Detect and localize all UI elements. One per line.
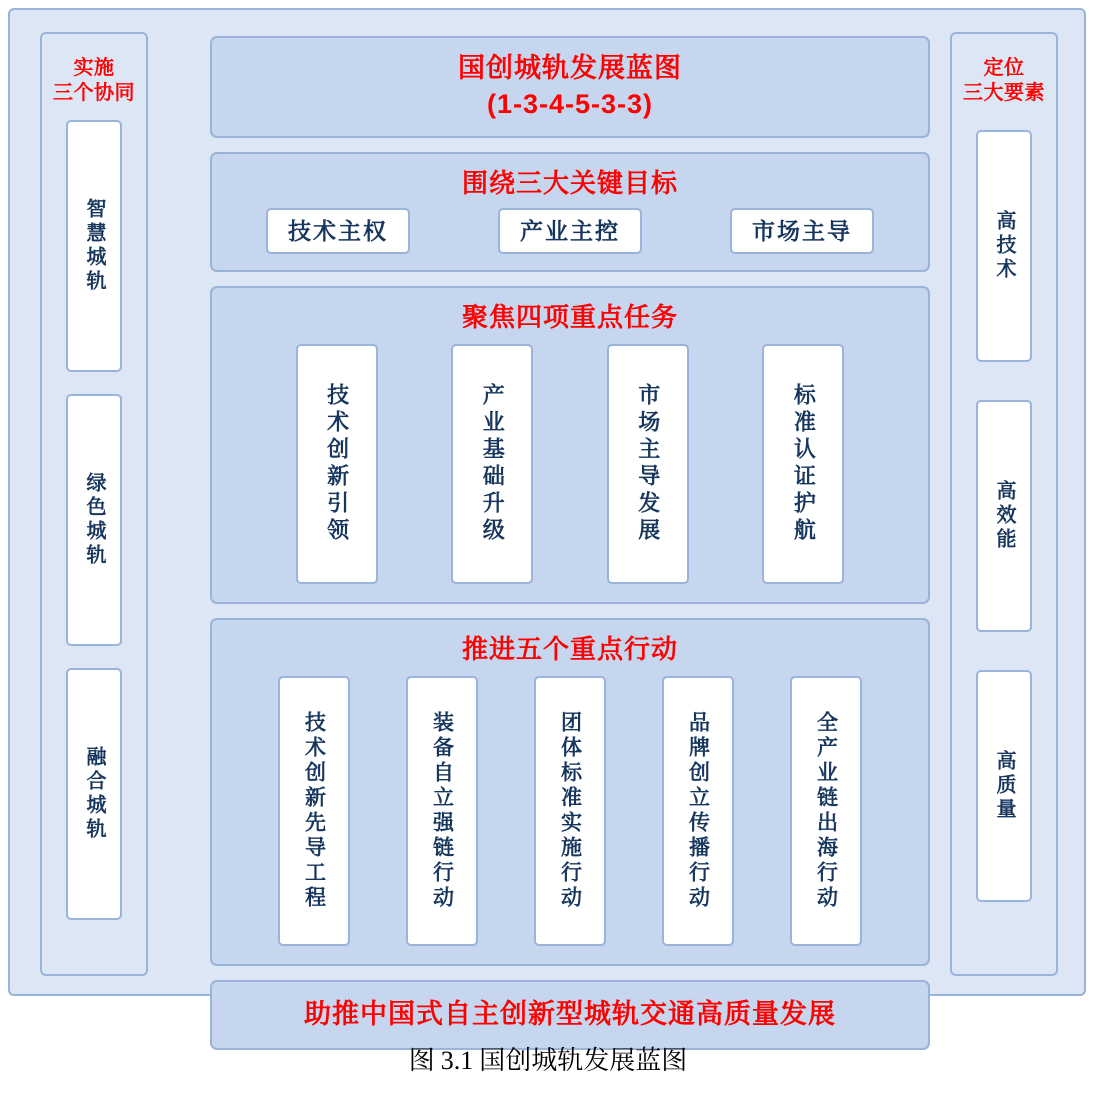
task-market-led-development[interactable]: 市场主导发展 (607, 344, 689, 584)
right-column-items (952, 130, 1056, 902)
goal-market-leadership[interactable]: 市场主导 (730, 208, 874, 254)
action-technology-innovation-pilot-project[interactable]: 技术创新先导工程 (278, 676, 350, 946)
left-column-title (53, 56, 135, 106)
right-column-position-three-elements (950, 32, 1058, 976)
action-brand-creation-communication[interactable]: 品牌创立传播行动 (662, 676, 734, 946)
goals-title: 围绕三大关键目标 (461, 168, 678, 198)
blueprint-title-line2: (1-3-4-5-3-3) (486, 89, 654, 119)
left-column-title-line1: 实施 (73, 57, 115, 79)
caption-prefix: 图 (408, 1046, 435, 1075)
right-column-title-line1: 定位 (983, 57, 1025, 79)
panel-blueprint (210, 36, 930, 138)
task-technology-innovation-lead[interactable]: 技术创新引领 (296, 344, 378, 584)
footer-title: 助推中国式自主创新型城轨交通高质量发展 (304, 999, 836, 1029)
panel-four-key-tasks (210, 286, 930, 604)
actions-row (222, 676, 918, 946)
task-standards-certification-escort[interactable]: 标准认证护航 (762, 344, 844, 584)
goal-industry-control[interactable]: 产业主控 (498, 208, 642, 254)
tasks-row (222, 344, 918, 584)
goals-row (222, 208, 918, 254)
blueprint-title (222, 50, 918, 122)
actions-title: 推进五个重点行动 (461, 634, 678, 664)
right-item-high-efficiency[interactable]: 高效能 (976, 400, 1032, 632)
right-column-title-line2: 三大要素 (963, 82, 1045, 104)
right-column-title (963, 56, 1045, 106)
tasks-title: 聚焦四项重点任务 (461, 302, 678, 332)
panel-five-key-actions (210, 618, 930, 966)
caption-text: 国创城轨发展蓝图 (479, 1046, 688, 1075)
left-item-integrated-rail[interactable]: 融合城轨 (66, 668, 122, 920)
left-item-smart-rail[interactable]: 智慧城轨 (66, 120, 122, 372)
action-whole-chain-going-global[interactable]: 全产业链出海行动 (790, 676, 862, 946)
action-equipment-self-reliance-chain[interactable]: 装备自立强链行动 (406, 676, 478, 946)
goal-technology-sovereignty[interactable]: 技术主权 (266, 208, 410, 254)
figure-caption (0, 1040, 1096, 1077)
left-column-items (42, 120, 146, 920)
caption-number: 3.1 (440, 1046, 474, 1075)
left-item-green-rail[interactable]: 绿色城轨 (66, 394, 122, 646)
center-column (210, 36, 930, 1050)
right-item-high-technology[interactable]: 高技术 (976, 130, 1032, 362)
left-column-title-line2: 三个协同 (53, 82, 135, 104)
blueprint-title-line1: 国创城轨发展蓝图 (458, 53, 682, 83)
right-item-high-quality[interactable]: 高质量 (976, 670, 1032, 902)
diagram-outer-frame (8, 8, 1086, 1029)
action-group-standard-implementation[interactable]: 团体标准实施行动 (534, 676, 606, 946)
panel-three-key-goals (210, 152, 930, 272)
left-column-implement-three-synergies (40, 32, 148, 976)
task-industrial-base-upgrade[interactable]: 产业基础升级 (451, 344, 533, 584)
